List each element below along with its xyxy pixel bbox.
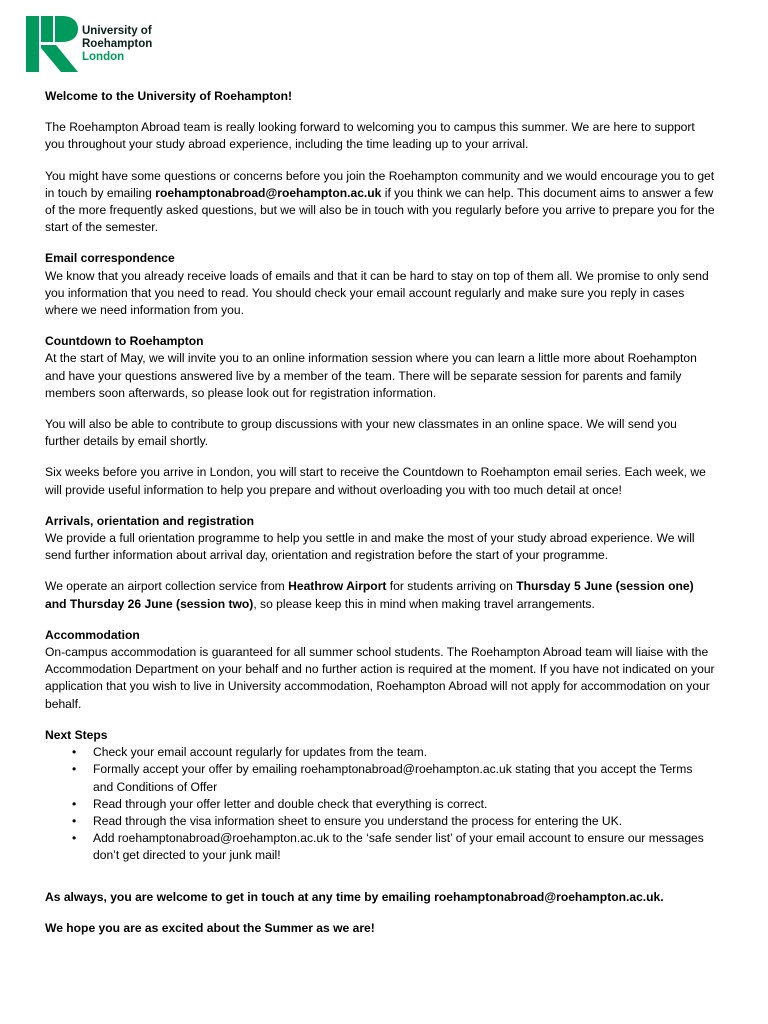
arrivals-paragraph-2	[45, 578, 715, 612]
greeting-heading: Welcome to the University of Roehampton!	[45, 89, 293, 103]
logo-line-2: Roehampton	[82, 38, 153, 50]
email-correspondence-heading: Email correspondence	[45, 251, 175, 266]
next-step-text: Add roehamptonabroad@roehampton.ac.uk to the ‘safe sender list’ of your email account to ensure our messages don’t get directed to your junk mail!	[93, 831, 704, 863]
countdown-heading: Countdown to Roehampton	[45, 334, 204, 349]
accommodation-section	[45, 627, 715, 713]
welcome-letter	[45, 88, 715, 951]
accommodation-heading: Accommodation	[45, 627, 140, 642]
arrivals-heading: Arrivals, orientation and registration	[45, 513, 254, 528]
intro-p2-text-a: You might have some questions or concerns before you join the Roehampton community and we would encourage you to get in touch by emailing	[45, 168, 715, 200]
arrivals-p2-text-b: for students arriving on	[386, 579, 517, 594]
bullet-icon: •	[72, 762, 77, 777]
logo-line-3: London	[82, 51, 125, 63]
bullet-icon: •	[72, 796, 77, 811]
countdown-paragraph-2: You will also be able to contribute to group discussions with your new classmates in an online space. We will send you further details by email shortly.	[45, 417, 677, 449]
roehampton-r-logo-mark	[26, 16, 78, 72]
countdown-paragraph-1: At the start of May, we will invite you to an online information session where you can learn a little more about Roehampton and have your questions answered live by a member of the team. There will be separate session for parents and family members soon afterwards, so please look out for registration information.	[45, 351, 697, 400]
next-step-item	[45, 796, 715, 813]
accommodation-text: On-campus accommodation is guaranteed for all summer school students. The Roehampton Abroad team will liaise with the Accommodation Department on your behalf and no further action is required at the moment. If you have not indicated on your application that you wish to live in University accommodation, Roehampton Abroad will not apply for accommodation on your behalf.	[45, 645, 715, 711]
next-step-item	[45, 813, 715, 830]
next-step-item	[45, 744, 715, 761]
next-step-text: Check your email account regularly for updates from the team.	[93, 745, 428, 760]
closing-contact-line: As always, you are welcome to get in touch at any time by emailing roehamptonabroad@roehampton.ac.uk.	[45, 889, 664, 904]
arrivals-section	[45, 513, 715, 565]
next-steps-list	[45, 744, 715, 864]
logo-line-1: University of	[82, 25, 152, 37]
bullet-icon: •	[72, 745, 77, 760]
arrival-dates: Thursday 5 June (session one) and Thursday 26 June (session two)	[45, 579, 694, 611]
intro-paragraph-1: The Roehampton Abroad team is really looking forward to welcoming you to campus this summer. We are here to support you throughout your study abroad experience, including the time leading up to your arrival.	[45, 120, 695, 152]
next-step-item	[45, 830, 715, 864]
arrivals-p2-text-a: We operate an airport collection service from	[45, 579, 289, 594]
next-steps-heading: Next Steps	[45, 727, 108, 742]
email-correspondence-text: We know that you already receive loads of emails and that it can be hard to stay on top of them all. We promise to only send you information that you need to read. You should check your email account regularly and make sure you reply in cases where we need information from you.	[45, 268, 709, 318]
countdown-section	[45, 333, 715, 402]
next-step-text: Formally accept your offer by emailing roehamptonabroad@roehampton.ac.uk stating that you accept the Terms and Conditions of Offer	[93, 762, 693, 794]
airport-name: Heathrow Airport	[288, 579, 387, 594]
intro-p2-text-b: if you think we can help. This document aims to answer a few of the more frequently asked questions, but we will also be in touch with you regularly before you arrive to prepare you for the start of the semester.	[45, 185, 715, 235]
contact-email: roehamptonabroad@roehampton.ac.uk	[155, 185, 382, 200]
next-step-text: Read through your offer letter and double check that everything is correct.	[93, 796, 488, 811]
countdown-paragraph-3: Six weeks before you arrive in London, you will start to receive the Countdown to Roehampton email series. Each week, we will provide useful information to help you prepare and without overloading you with too much detail at once!	[45, 465, 706, 497]
closing-signoff: We hope you are as excited about the Summer as we are!	[45, 920, 375, 935]
email-correspondence-section	[45, 250, 715, 319]
arrivals-paragraph-1: We provide a full orientation programme to help you settle in and make the most of your study abroad experience. We will send further information about arrival day, orientation and registration before the start of your programme.	[45, 531, 695, 563]
university-logo	[26, 16, 166, 74]
logo-wordmark	[82, 25, 152, 64]
bullet-icon: •	[72, 813, 77, 828]
intro-paragraph-2	[45, 168, 715, 237]
arrivals-p2-text-c: , so please keep this in mind when making travel arrangements.	[253, 596, 595, 611]
next-step-item	[45, 761, 715, 795]
next-step-text: Read through the visa information sheet to ensure you understand the process for entering the UK.	[93, 813, 623, 828]
bullet-icon: •	[72, 831, 77, 846]
